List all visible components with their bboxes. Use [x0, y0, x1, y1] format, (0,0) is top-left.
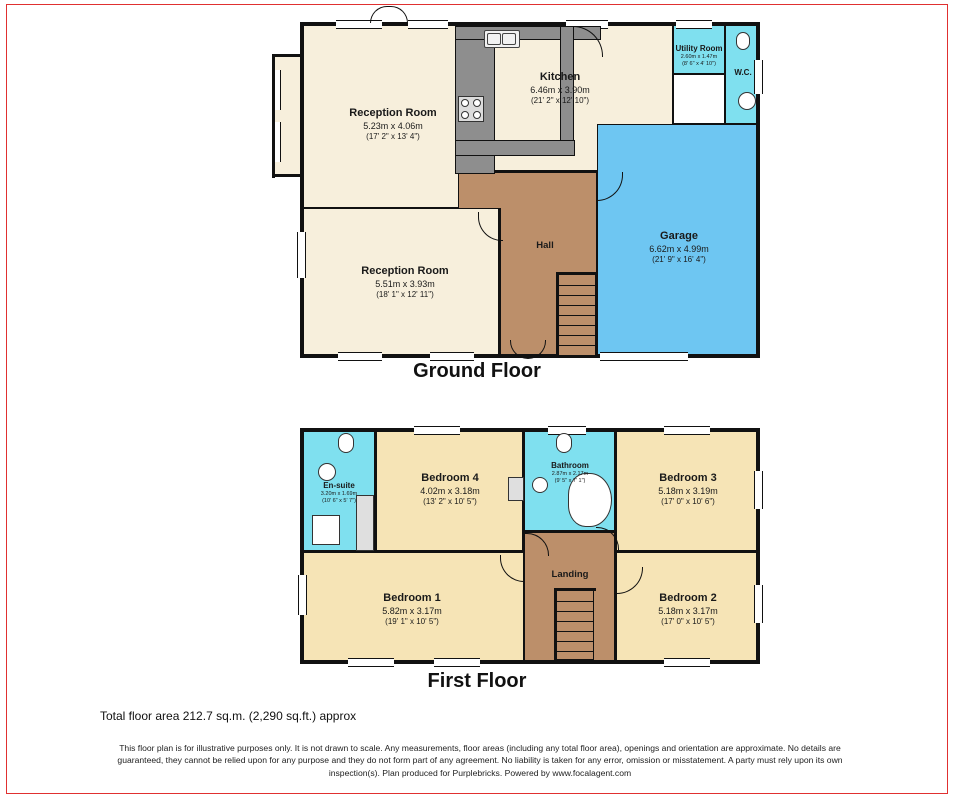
window-first-left-1	[298, 575, 307, 615]
ensuite-basin	[318, 463, 336, 481]
window-first-top-3	[664, 426, 710, 435]
wall-upper-lower-left	[302, 550, 524, 553]
label-en-suite: En-suite 3.20m x 1.69m (10' 6" x 5' 7")	[320, 481, 358, 504]
kitchen-counter-bottom	[455, 140, 575, 156]
bay-outer	[272, 54, 275, 178]
ensuite-toilet	[338, 433, 354, 453]
label-reception-room-2: Reception Room 5.51m x 3.93m (18' 1" x 12' 11")	[361, 265, 449, 299]
label-bedroom-4: Bedroom 4 4.02m x 3.18m (13' 2" x 10' 5")	[420, 472, 480, 506]
window-first-bottom-3	[664, 658, 710, 667]
label-hall: Hall	[536, 240, 554, 251]
wall-stairs-left	[556, 272, 559, 356]
label-bedroom-1: Bedroom 1 5.82m x 3.17m (19' 1" x 10' 5")	[382, 592, 442, 626]
window-first-top-1	[414, 426, 460, 435]
door-kitchen-top-left	[370, 6, 408, 23]
window-top-4	[676, 20, 712, 29]
window-top-2	[408, 20, 448, 29]
wc-toilet	[736, 32, 750, 50]
wall-stairs-first-left	[554, 588, 557, 660]
ground-floor-title: Ground Floor	[413, 360, 541, 382]
wall-stairs-first-top	[554, 588, 596, 591]
wall-ground-left	[300, 22, 304, 358]
kitchen-sink-bowl-1	[487, 33, 501, 45]
total-floor-area: Total floor area 212.7 sq.m. (2,290 sq.ft.) approx	[100, 709, 357, 723]
window-left-3	[297, 232, 306, 278]
ensuite-shower	[312, 515, 340, 545]
label-landing: Landing	[551, 569, 589, 580]
label-bedroom-3: Bedroom 3 5.18m x 3.19m (17' 0" x 10' 6")	[658, 472, 718, 506]
wall-stairs-top	[556, 272, 598, 275]
wall-first-left	[300, 428, 304, 664]
kitchen-sink-bowl-2	[502, 33, 516, 45]
wall-bedroom3-bedroom2	[616, 550, 758, 553]
label-reception-room-1: Reception Room 5.23m x 4.06m (17' 2" x 13' 4")	[349, 107, 437, 141]
label-wc: W.C.	[734, 68, 752, 77]
label-bedroom-2: Bedroom 2 5.18m x 3.17m (17' 0" x 10' 5")	[658, 592, 718, 626]
window-first-bottom-1	[348, 658, 394, 667]
utility-lower-void	[673, 74, 725, 124]
disclaimer-text: This floor plan is for illustrative purposes only. It is not drawn to scale. Any measurements, floor areas (including any total floor area), openings and orientation are approximate. No details are guaranteed, they cannot be relied upon for any purpose and they do not form part of any agreement. No liability is taken for any error, omission or misstatement. A party must rely upon its own inspection(s). Plan produced for Purplebricks. Powered by www.focalagent.com	[117, 743, 843, 778]
label-kitchen: Kitchen 6.46m x 3.90m (21' 2" x 12' 10")	[530, 71, 590, 105]
hob-burner-4	[473, 111, 481, 119]
staircase-ground	[558, 274, 596, 356]
hob-burner-1	[461, 99, 469, 107]
staircase-first	[556, 590, 594, 660]
wall-ensuite-bedroom4	[374, 430, 377, 552]
label-utility-room: Utility Room 2.60m x 1.47m (8' 6" x 4' 10")	[675, 44, 723, 67]
label-garage: Garage 6.62m x 4.99m (21' 9" x 16' 4")	[649, 230, 709, 264]
first-floor-plan	[0, 415, 954, 695]
bathroom-toilet	[556, 433, 572, 453]
wc-basin	[738, 92, 756, 110]
bay-ledge-top	[274, 54, 302, 57]
window-first-bottom-2	[434, 658, 480, 667]
hob-burner-2	[473, 99, 481, 107]
wall-first-right	[756, 428, 760, 664]
first-floor-title: First Floor	[427, 670, 527, 692]
label-bathroom: Bathroom 2.87m x 2.17m (9' 5" x 7' 1")	[551, 461, 589, 484]
bay-ledge-bottom	[274, 174, 302, 177]
